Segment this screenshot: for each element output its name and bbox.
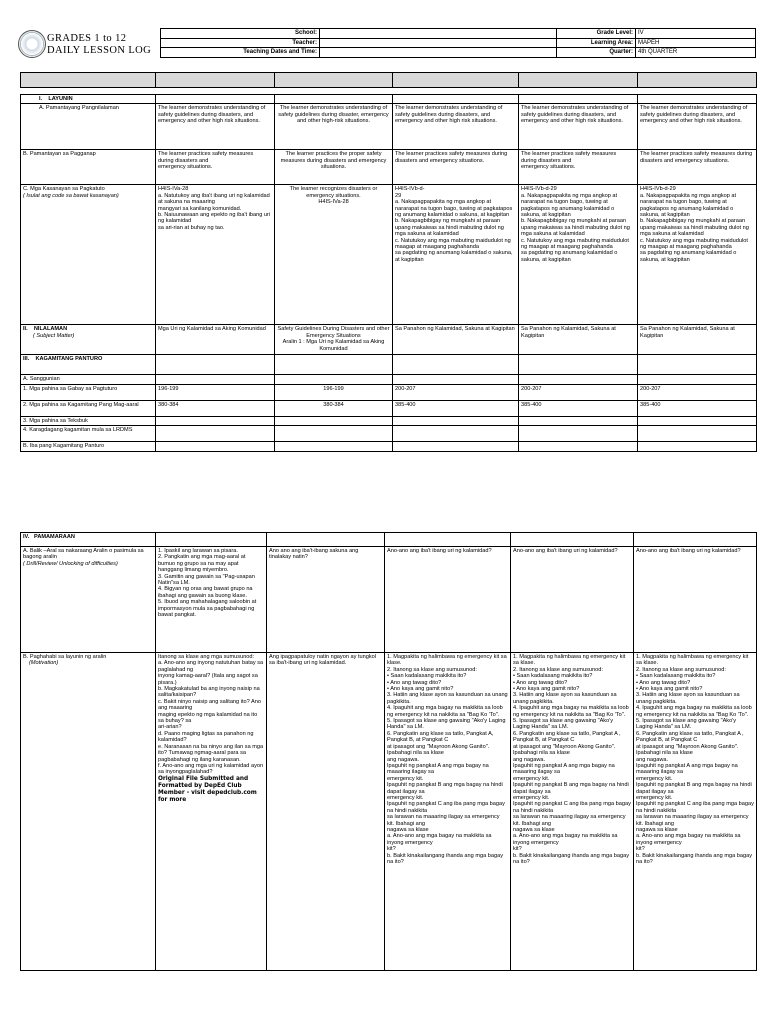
header-info-table <box>160 28 756 58</box>
s3-cell: 385-400 <box>638 400 757 416</box>
strip-cell <box>21 73 156 88</box>
s3-cell: 200-207 <box>393 384 519 400</box>
lesson-table-bottom <box>20 532 757 971</box>
s1-cell: H4IS-IVa-28 a. Natutukoy ang iba't ibang uri ng kalamidad at sakuna na maaaring mangyari sa kanilang komunidad. b. Naiuunawaan ang epekto ng iba't ibang uri ng kalamidad sa ari-rian at buhay ng tao. <box>156 185 275 325</box>
section4-num: IV. <box>23 534 30 540</box>
s4-cell: 1. Magpakita ng halimbawa ng emergency kit sa klase. 2. Itanong sa klase ang sumusunod: • Saan kadalasang makikita ito? • Ano ang tawag dito? • Ano kaya ang gamit nito? 3. Hatiin ang klase ayon sa kasunduan sa unang pagkikita. 4. Ipaguhit ang mga bagay na makikita sa loob ng emergency kit na nakikita sa "Bag Ko 'To". 5. Ipasagot sa klase ang gawaing "Ako'y Laging Handa" sa LM. 6. Pangkatin ang klase sa tatlo, Pangkat A , Pangkat B, at Pangkat C at ipasagot ang "Mayroon Akong Ganito". Ipabahagi nila sa klase ang nagawa. Ipaguhit ng pangkat A ang mga bagay na maaaring ilagay sa emergency kit. Ipaguhit ng pangkat B ang mga bagay na hindi dapat ilagay sa emergency kit. Ipaguhit ng pangkat C ang iba pang mga bagay na hindi nakikita sa larawan na maaaring ilagay sa emergency kit. Ibahagi ang nagawa sa klase a. Ano-ano ang mga bagay na makikita sa inyong emergency kit? b. Bakit kinakailangang ihanda ang mga bagay na ito? <box>634 653 757 971</box>
grade-value[interactable]: IV <box>636 29 756 39</box>
section4-heading: PAMAMARAAN <box>34 534 75 540</box>
s1-cell: The learner practices safety measures during disasters and emergency situations. <box>638 150 757 185</box>
s4-row-label-a <box>21 547 156 653</box>
strip-cell <box>638 73 757 88</box>
s1-row-label: C. Mga Kasanayan sa Pagkatuto <box>23 186 105 193</box>
s3-cell <box>519 375 638 384</box>
s3-cell: 196-199 <box>156 384 275 400</box>
section2-heading: NILALAMAN <box>33 326 68 333</box>
s4-row-label: A. Balik –Aral sa nakaraang Aralin o pasimula sa bagong aralin <box>23 548 144 561</box>
s1-cell: H4IS-IVb-d- 29 a. Nakapagpapakita ng mga angkop at nararapat na tugon bago, tuwing at pagkatapos ng anumang kalamidad o sakuna, at kagipitan b. Nakapagbibigay ng mungkahi at paraan upang makaiwas sa hindi mabuting dulot ng mga sakuna at kalamidad c. Natutukoy ang mga mabuting maidudulot ng maagap at maagang paghahanda sa pagdating ng anumang kalamidad o sakuna, at kagipitan <box>393 185 519 325</box>
s1-cell: The learner demonstrates understanding of safety guidelines during disasters, and emergency and other high risk situations. <box>519 104 638 150</box>
section4-title <box>21 533 156 547</box>
s3-cell: 380-384 <box>156 400 275 416</box>
teacher-value[interactable] <box>320 38 557 48</box>
s1-row-label: B. Pamantayan sa Pagganap <box>21 150 156 185</box>
grade-label: Grade Level: <box>557 29 636 39</box>
s2-cell: Sa Panahon ng Kalamidad, Sakuna at Kagipitan <box>638 325 757 355</box>
section1-num: I. <box>39 96 43 102</box>
school-value[interactable] <box>320 29 557 39</box>
s4-row-note: (Motivation) <box>29 660 59 667</box>
teacher-label: Teacher: <box>161 38 320 48</box>
section2-title-cell <box>21 325 156 355</box>
section2-note: ( Subject Matter) <box>33 332 75 339</box>
s3-row-label: 3. Mga pahina sa Teksbuk <box>21 416 156 425</box>
s4-cell: Ano ano ang iba't-ibang sakuna ang tinalakay natin? <box>267 547 385 653</box>
s1-cell: The learner demonstrates understanding of safety guidelines during disaster, emergency and other high-risk situations. <box>275 104 393 150</box>
s1-cell: The learner practices the proper safety measures during disasters and emergency situations. <box>275 150 393 185</box>
section2-num: II. <box>23 326 28 333</box>
section3-title <box>21 355 156 375</box>
s4-cell: 1. Magpakita ng halimbawa ng emergency kit sa klase. 2. Itanong sa klase ang sumusunod: • Saan kadalasang makikita ito? • Ano ang tawag dito? • Ano kaya ang gamit nito? 3. Hatiin ang klase ayon sa kasunduan sa unang pagkikita. 4. Ipaguhit ang mga bagay na makikita sa loob ng emergency kit na nakikita sa "Bag Ko 'To". 5. Ipasagot sa klase ang gawaing "Ako'y Laging Handa" sa LM. 6. Pangkatin ang klase sa tatlo, Pangkat A , Pangkat B, at Pangkat C at ipasagot ang "Mayroon Akong Ganito". Ipabahagi nila sa klase ang nagawa. Ipaguhit ng pangkat A ang mga bagay na maaaring ilagay sa emergency kit. Ipaguhit ng pangkat B ang mga bagay na hindi dapat ilagay sa emergency kit. Ipaguhit ng pangkat C ang iba pang mga bagay na hindi nakikita sa larawan na maaaring ilagay sa emergency kit. Ibahagi ang nagawa sa klase a. Ano-ano ang mga bagay na makikita sa inyong emergency kit? b. Bakit kinakailangang ihanda ang mga bagay na ito? <box>511 653 634 971</box>
s1-cell: H4IS-IVb-d-29 a. Nakapagpapakita ng mga angkop at nararapat na tugon bago, tuwing at pagkatapos ng anumang kalamidad o sakuna, at kagipitan b. Nakapagbibigay ng mungkahi at paraan upang makaiwas sa hindi mabuting dulot ng mga sakuna at kalamidad c. Natutukoy ang mga mabuting maidudulot ng maagap at maagang paghahanda sa pagdating ng anumang kalamidad o sakuna, at kagipitan <box>519 185 638 325</box>
section1-title <box>21 95 156 104</box>
s3-cell <box>638 375 757 384</box>
s1-row-note: ( Isulat ang code sa bawat kasanayan) <box>23 192 119 199</box>
s4-cell-b1 <box>156 653 267 971</box>
s3-cell: 200-207 <box>638 384 757 400</box>
s1-cell: The learner recognizes disasters or emergency situations. H4IS-IVa-28 <box>275 185 393 325</box>
section3-num: III. <box>23 356 30 363</box>
s1-cell: The learner demonstrates understanding of safety guidelines during disasters, and emergency and other high risk situations. <box>156 104 275 150</box>
s3-cell <box>275 375 393 384</box>
s1-cell: H4IS-IVb-d-29 a. Nakapagpapakita ng mga angkop at nararapat na tugon bago, tuwing at pagkatapos ng anumang kalamidad o sakuna, at kagipitan b. Nakapagbibigay ng mungkahi at paraan upang makaiwas sa hindi mabuting dulot ng mga sakuna at kalamidad c. Natutukoy ang mga mabuting maidudulot ng maagap at maagang paghahanda sa pagdating ng anumang kalamidad o sakuna, at kagipitan <box>638 185 757 325</box>
s3-row-label: 4. Karagdagang kagamitan mula sa LRDMS <box>21 426 156 442</box>
strip-cell <box>519 73 638 88</box>
strip-cell <box>393 73 519 88</box>
s3-row-label: 1. Mga pahina sa Gabay sa Pagtuturo <box>21 384 156 400</box>
quarter-label: Quarter: <box>557 48 636 58</box>
s3-row-label: B. Iba pang Kagamitang Panturo <box>21 442 156 451</box>
s3-cell <box>156 375 275 384</box>
s3-cell: 385-400 <box>393 400 519 416</box>
s2-cell: Sa Panahon ng Kalamidad, Sakuna at Kagipitan <box>393 325 519 355</box>
s2-cell: Mga Uri ng Kalamidad sa Aking Komunidad <box>156 325 275 355</box>
s3-row-label: A. Sanggunian <box>21 375 156 384</box>
s4-cell: 1. Magpakita ng halimbawa ng emergency kit sa klase. 2. Itanong sa klase ang sumusunod: • Saan kadalasang makikita ito? • Ano ang tawag dito? • Ano kaya ang gamit nito? 3. Hatiin ang klase ayon sa kasunduan sa unang pagkikita. 4. Ipaguhit ang mga bagay na makikita sa loob ng emergency kit na nakikita sa "Bag Ko 'To". 5. Ipasagot sa klase ang gawaing "Ako'y Laging Handa" sa LM. 6. Pangkatin ang klase sa tatlo, Pangkat A, Pangkat B, at Pangkat C at ipasagot ang "Mayroon Akong Ganito". Ipabahagi nila sa klase ang nagawa. Ipaguhit ng pangkat A ang mga bagay na maaaring ilagay sa emergency kit. Ipaguhit ng pangkat B ang mga bagay na hindi dapat ilagay sa emergency kit. Ipaguhit ng pangkat C ang iba pang mga bagay na hindi nakikita sa larawan na maaaring ilagay sa emergency kit. Ibahagi ang nagawa sa klase a. Ano-ano ang mga bagay na makikita sa inyong emergency kit? b. Bakit kinakailangang ihanda ang mga bagay na ito? <box>385 653 511 971</box>
dates-label: Teaching Dates and Time: <box>161 48 320 58</box>
deped-seal-icon <box>18 30 46 58</box>
s3-cell: 200-207 <box>519 384 638 400</box>
s3-cell <box>393 375 519 384</box>
s1-cell: The learner practices safety measures during disasters and emergency situations. <box>393 150 519 185</box>
lesson-table-top <box>20 94 757 452</box>
section3-heading: KAGAMITANG PANTURO <box>35 356 103 363</box>
s4-cell: 1. Ipaskil ang larawan sa pisara. 2. Pangkatin ang mga mag-aaral at bumuo ng grupo sa na may apat hanggang limang miyembro. 3. Gamitin ang gawain sa "Pag-usapan Natin"sa LM. 4. Bigyan ng oras ang bawat grupo na ibahagi ang gawain sa buong klase. 5. Ibuod ang mahahalagang saloobin at impormasyon mula sa pagbabahagi ng bawat pangkat. <box>156 547 267 653</box>
s3-cell: 380-384 <box>275 400 393 416</box>
s2-cell: Safety Guidelines During Disasters and other Emergency Situations Aralin 1 : Mga Uri ng Kalamidad sa Aking Komunidad <box>275 325 393 355</box>
s4-row-note: ( Drill/Review/ Unlocking of difficulties) <box>23 560 118 567</box>
s4-row-label: B. Paghahabi sa layunin ng aralin <box>23 654 107 660</box>
s4-cell: Ano-ano ang iba't ibang uri ng kalamidad? <box>385 547 511 653</box>
s2-cell: Sa Panahon ng Kalamidad, Sakuna at Kagipitan <box>519 325 638 355</box>
s3-cell: 385-400 <box>519 400 638 416</box>
area-value[interactable]: MAPEH <box>636 38 756 48</box>
s1-row-label: A. Pamantayang Pangnilalaman <box>21 104 156 150</box>
strip-cell <box>275 73 393 88</box>
s4-cell: Ang ipagpapatuloy natin ngayon ay tungkol sa iba't-ibang uri ng kalamidad. <box>267 653 385 971</box>
s4-cell: Ano-ano ang iba't ibang uri ng kalamidad? <box>511 547 634 653</box>
s1-cell: The learner practices safety measures during disasters and emergency situations. <box>156 150 275 185</box>
title-line2: DAILY LESSON LOG <box>47 45 152 56</box>
footer-note: Original File Submitted and Formatted by DepEd Club Member - visit depedclub.com for more <box>158 775 257 803</box>
s3-cell: 196-199 <box>275 384 393 400</box>
s1-cell: The learner demonstrates understanding of safety guidelines during disasters, and emergency and other high risk situations. <box>638 104 757 150</box>
strip-cell <box>156 73 275 88</box>
s1-cell: The learner practices safety measures during disasters and emergency situations. <box>519 150 638 185</box>
title-line1: GRADES 1 to 12 <box>47 33 127 44</box>
dates-value[interactable] <box>320 48 557 58</box>
section1-heading: LAYUNIN <box>48 96 73 102</box>
quarter-value[interactable]: 4th QUARTER <box>636 48 756 58</box>
s1-cell: The learner demonstrates understanding of safety guidelines during disasters, and emergency and other high risk situations. <box>393 104 519 150</box>
s4-row-label-b <box>21 653 156 971</box>
day-header-strip <box>20 72 757 88</box>
s4-cell: Ano-ano ang iba't ibang uri ng kalamidad? <box>634 547 757 653</box>
school-label: School: <box>161 29 320 39</box>
area-label: Learning Area: <box>557 38 636 48</box>
s1-row-label-c <box>21 185 156 325</box>
s3-row-label: 2. Mga pahina sa Kagamitang Pang Mag-aaral <box>21 400 156 416</box>
s4-cell: Itanong sa klase ang mga sumusunod: a. Ano-ano ang inyong natutuhan batay sa paglalahad ng inyong kamag-aaral? (Itala ang sagot sa pisara.) b. Magkakatulad ba ang inyong naisip na salita/kaisipan? c. Bakit ninyo naisip ang salitang ito? Ano ang maaaring maging epekto ng mga kalamidad na ito sa buhay? sa ari-arian? d. Paano maging ligtas sa panahon ng kalamidad? e. Naranasan na ba ninyo ang ilan sa mga ito? Tumawag ngmag-aaral para sa pagbabahagi ng ilang karanasan. f. Ano-ano ang mga uri ng kalamidad ayon sa inyongpaglalahad? <box>158 654 264 776</box>
